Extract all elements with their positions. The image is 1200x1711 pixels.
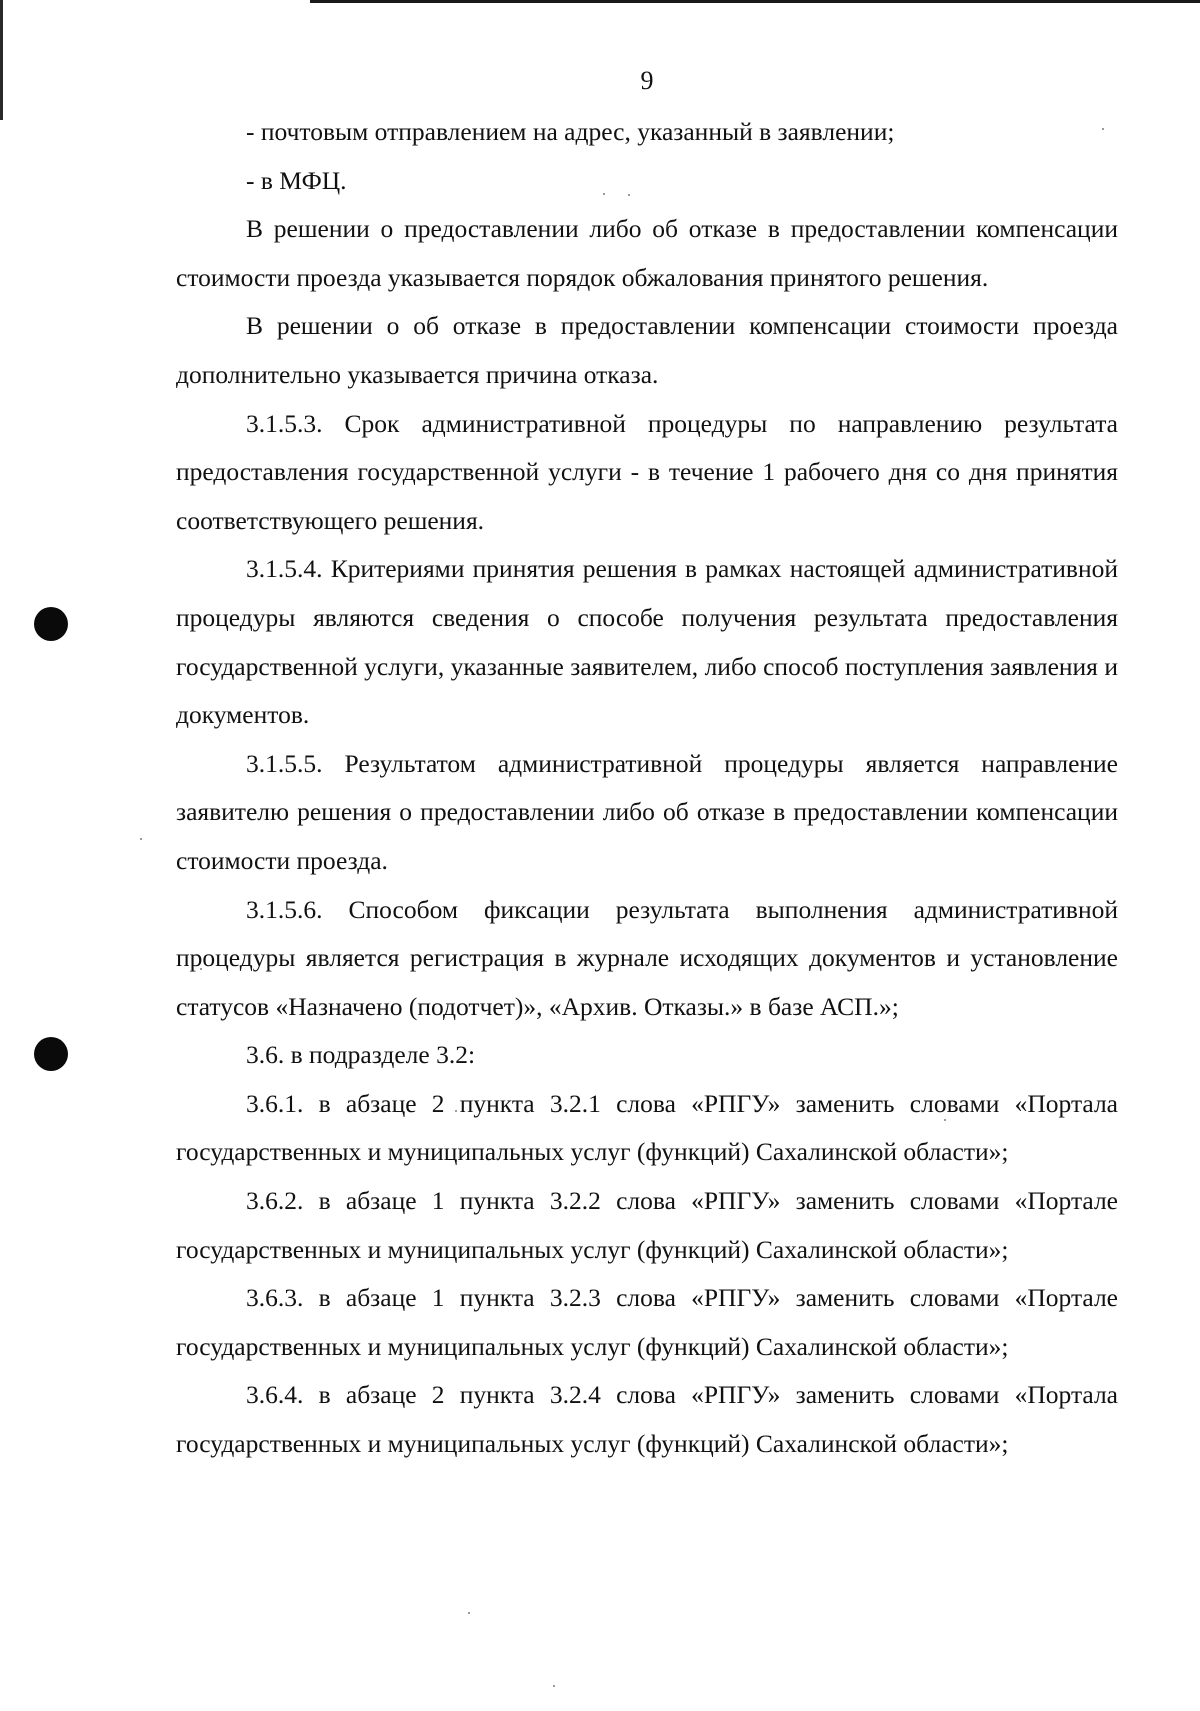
scan-left-edge-line bbox=[0, 0, 3, 120]
paragraph: 3.6.2. в абзаце 1 пункта 3.2.2 слова «РПГУ» заменить словами «Портале государственных и муниципальных услуг (функций) Сахалинской области»; bbox=[176, 1186, 1118, 1264]
paragraph: 3.6. в подразделе 3.2: bbox=[246, 1040, 476, 1070]
paragraph: - почтовым отправлением на адрес, указанный в заявлении; bbox=[246, 117, 895, 146]
paragraph: В решении о об отказе в предоставлении компенсации стоимости проезда дополнительно указывается причина отказа. bbox=[176, 311, 1118, 389]
paragraph: 3.6.1. в абзаце 2 пункта 3.2.1 слова «РПГУ» заменить словами «Портала государственных и муниципальных услуг (функций) Сахалинской области»; bbox=[176, 1088, 1118, 1167]
paragraph: 3.1.5.6. Способом фиксации результата выполнения административной процедуры является регистрация в журнале исходящих документов и установление статусов «Назначено (подотчет)», «Архив. Отказы.» в базе АСП.»; bbox=[176, 894, 1118, 1021]
scan-speck bbox=[553, 1685, 555, 1687]
paragraph: 3.6.3. в абзаце 1 пункта 3.2.3 слова «РПГУ» заменить словами «Портале государственных и муниципальных услуг (функций) Сахалинской области»; bbox=[176, 1283, 1118, 1361]
paragraph: 3.1.5.4. Критериями принятия решения в рамках настоящей административной процедуры являются сведения о способе получения результата предоставления государственной услуги, указанные заявителем, либо способ поступления заявления и документов. bbox=[176, 554, 1118, 730]
scan-speck bbox=[468, 1612, 470, 1614]
paragraph: 3.1.5.5. Результатом административной процедуры является направление заявителю решения о предоставлении либо об отказе в предоставлении компенсации стоимости проезда. bbox=[176, 748, 1118, 875]
scan-speck bbox=[140, 838, 142, 840]
paragraph: В решении о предоставлении либо об отказе в предоставлении компенсации стоимости проезда указывается порядок обжалования принятого решения. bbox=[176, 214, 1118, 292]
paragraph: 3.6.4. в абзаце 2 пункта 3.2.4 слова «РПГУ» заменить словами «Портала государственных и муниципальных услуг (функций) Сахалинской области»; bbox=[176, 1380, 1118, 1459]
paragraph: 3.1.5.3. Срок административной процедуры по направлению результата предоставления государственной услуги - в течение 1 рабочего дня со дня принятия соответствующего решения. bbox=[176, 408, 1118, 535]
punch-hole-mark bbox=[34, 1037, 68, 1071]
paragraph: - в МФЦ. bbox=[246, 165, 347, 195]
punch-hole-mark bbox=[34, 607, 68, 641]
document-body bbox=[176, 108, 1118, 1469]
page-number: 9 bbox=[640, 66, 654, 95]
scan-top-edge-line bbox=[310, 0, 1200, 3]
